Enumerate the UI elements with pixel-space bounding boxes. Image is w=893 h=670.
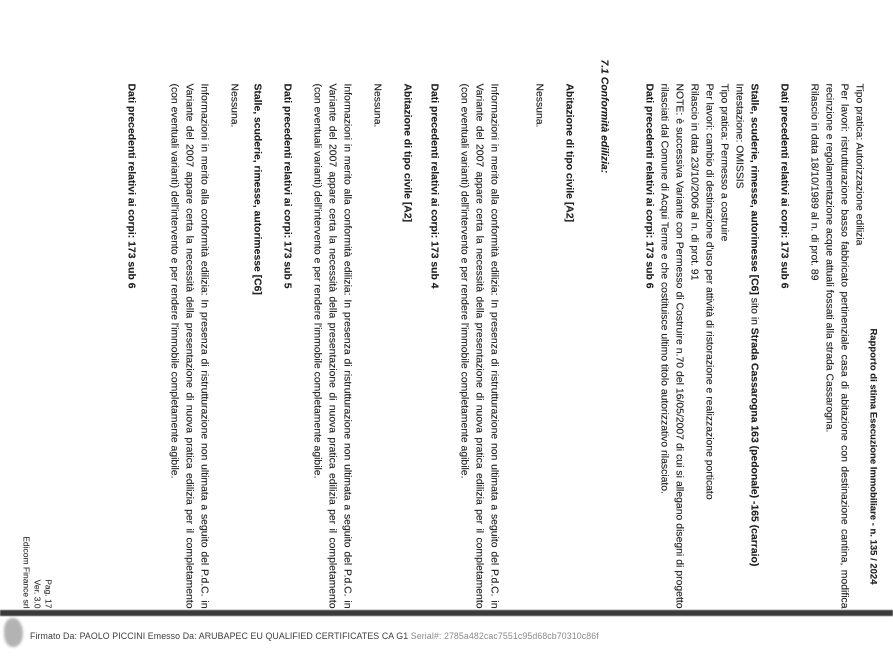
version-label: Ver. 3.0 — [32, 579, 42, 608]
paragraph-per-lavori-1: Per lavori: ristrutturazione basso fabbricato pertinenziale casa di abitazione con destinazione cantina, modifica recinzione e regolamentazione acque attuali fossati alla strada Cassarogna. — [823, 83, 849, 608]
company-label: Edicom Finance srl — [21, 535, 31, 608]
paragraph-stalle-2: Stalle, scuderie, rimesse, autorimesse [C6] — [251, 83, 262, 295]
signature-bar — [30, 630, 880, 642]
signature-text: Firmato Da: PAOLO PICCINI Emesso Da: ARUBAPEC EU QUALIFIED CERTIFICATES CA G1 — [30, 631, 411, 641]
paragraph-rilascio-2: Rilascio in data 23/10/2006 al n. di prot. 91 — [688, 83, 699, 280]
paragraph-dati-precedenti-2: Dati precedenti relativi ai corpi: 173 sub 6 — [643, 83, 654, 289]
separator-line — [0, 610, 893, 616]
paragraph-dati-precedenti-1: Dati precedenti relativi ai corpi: 173 sub 6 — [778, 83, 789, 289]
paragraph-nessuna-1: Nessuna. — [533, 83, 544, 127]
stalle-title-bold-2: Strada Cassarogna 163 (pedonale) -165 (carraio) — [748, 327, 759, 566]
paragraph-dati-precedenti-5: Dati precedenti relativi ai corpi: 173 sub 6 — [125, 83, 136, 289]
paragraph-abitazione-1: Abitazione di tipo civile [A2] — [563, 83, 574, 222]
paragraph-per-lavori-2: Per lavori: cambio di destinazione d'uso per attività di ristorazione e realizzazione porticato — [703, 83, 714, 500]
paragraph-informazioni-2: Informazioni in merito alla conformità edilizia: In presenza di ristrutturazione non ultimata a seguito del P.d.C. in Variante del 2007 appare certa la necessità della presentazione di nuova pratica edilizia per il completamento (con eventuali varianti) dell'intervento e per rendere l'immobile completamente agibile. — [311, 83, 352, 608]
paragraph-dati-precedenti-3: Dati precedenti relativi ai corpi: 173 sub 4 — [428, 83, 439, 289]
page-number: Pag. 17 — [43, 578, 53, 608]
section-heading-7-1: 7.1 Conformità edilizia: — [598, 59, 609, 173]
paragraph-stalle-title — [746, 83, 761, 608]
paragraph-abitazione-2: Abitazione di tipo civile [A2] — [401, 83, 412, 222]
paragraph-tipo-pratica-2: Tipo pratica: Permesso a costruire — [718, 83, 729, 241]
paragraph-tipo-pratica-1: Tipo pratica: Autorizzazione edilizia — [853, 83, 864, 245]
paragraph-intestazione: Intestazione: OMISSIS — [733, 83, 744, 189]
stalle-title-bold-1: Stalle, scuderie, rimesse, autorimesse [C6] — [748, 83, 759, 295]
paragraph-informazioni-1: Informazioni in merito alla conformità edilizia: In presenza di ristrutturazione non ultimata a seguito del P.d.C. in Variante del 2007 appare certa la necessità della presentazione di nuova pratica edilizia per il completamento (con eventuali varianti) dell'intervento e per rendere l'immobile completamente agibile. — [458, 83, 499, 608]
paragraph-nessuna-3: Nessuna. — [228, 83, 239, 127]
report-header: Rapporto di stima Esecuzione Immobiliare - n. 135 / 2024 — [867, 327, 878, 584]
paragraph-note: NOTE: è successiva Variante con Permesso di Costruire n.70 del 16/05/2007 di cui si allegano disegni di progetto rilasciati dal Comune di Acqui Terme e che costituisce ultimo titolo autorizzativo rilasciato. — [658, 83, 684, 608]
paragraph-dati-precedenti-4: Dati precedenti relativi ai corpi: 173 sub 5 — [281, 83, 292, 289]
signature-serial-text: Serial#: 2785a482cac7551c95d68cb70310c86f — [410, 631, 599, 641]
paragraph-nessuna-2: Nessuna. — [371, 83, 382, 127]
signature-seal — [4, 618, 23, 647]
page-footer — [20, 536, 53, 608]
stalle-title-plain: sito in — [748, 294, 759, 328]
paragraph-informazioni-3: Informazioni in merito alla conformità edilizia: In presenza di ristrutturazione non ultimata a seguito del P.d.C. in Variante del 2007 appare certa la necessità della presentazione di nuova pratica edilizia per il completamento (con eventuali varianti) dell'intervento e per rendere l'immobile completamente agibile. — [168, 83, 209, 608]
paragraph-rilascio-1: Rilascio in data 18/10/1989 al n. di prot. 89 — [808, 83, 819, 280]
